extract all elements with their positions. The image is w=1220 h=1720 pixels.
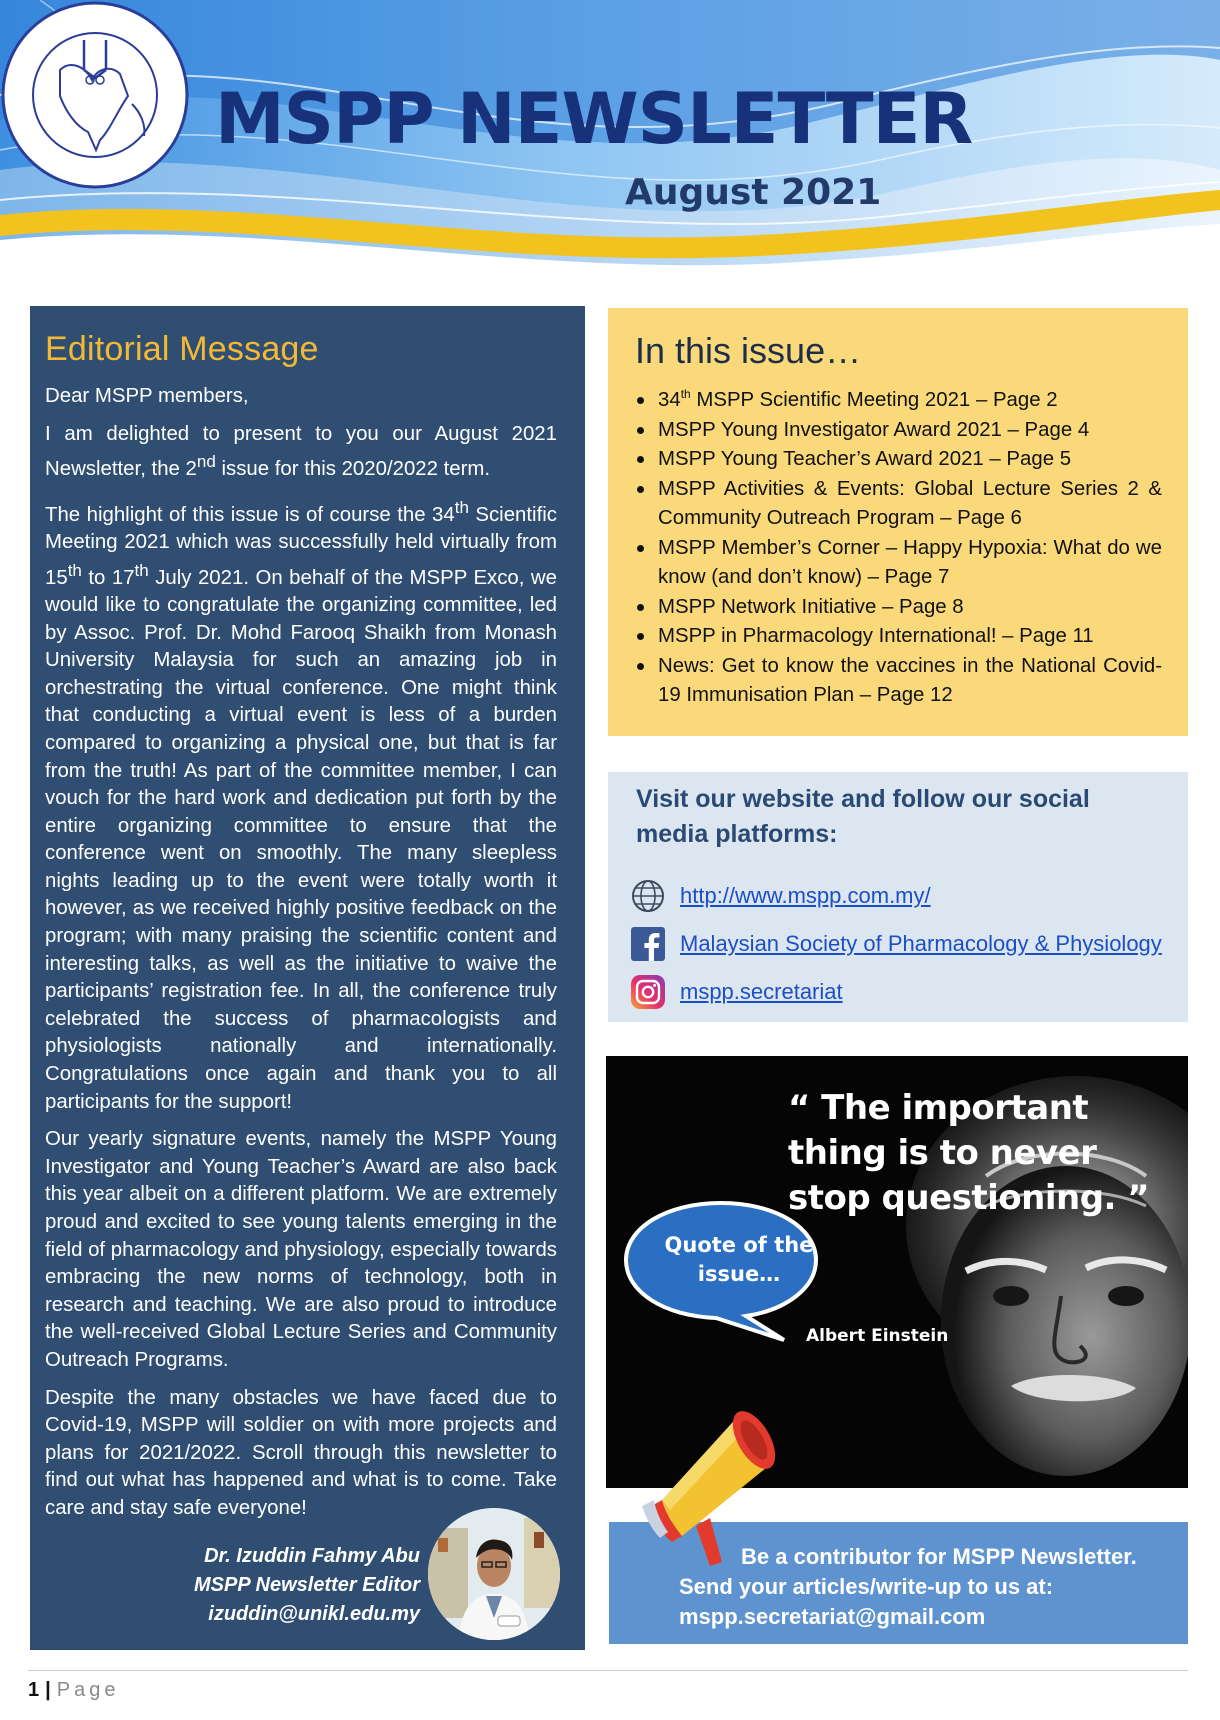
- website-row: [630, 878, 931, 914]
- editorial-paragraph-1: I am delighted to present to you our August 2021 Newsletter, the 2nd issue for this 2020/2022 term.: [45, 422, 557, 480]
- megaphone-icon: [640, 1390, 790, 1580]
- page-label: Page: [56, 1679, 120, 1701]
- editor-name: Dr. Izuddin Fahmy Abu: [204, 1545, 420, 1567]
- instagram-link[interactable]: mspp.secretariat: [680, 979, 843, 1004]
- toc-item: MSPP Member’s Corner – Happy Hypoxia: What do we know (and don’t know) – Page 7: [635, 534, 1162, 593]
- instagram-row: [630, 974, 843, 1010]
- header-banner: [0, 0, 1220, 300]
- page-footer: [28, 1679, 119, 1702]
- toc-heading: In this issue…: [635, 330, 862, 371]
- website-link[interactable]: http://www.mspp.com.my/: [680, 883, 931, 908]
- logo-ring-text: [0, 0, 1, 1]
- mspp-logo: [0, 0, 190, 190]
- editorial-paragraph-4: Despite the many obstacles we have faced due to Covid-19, MSPP will soldier on with more projects and plans for 2021/2022. Scroll through this newsletter to find out what has happened and what is to come. Take care and stay safe everyone!: [45, 1386, 557, 1519]
- newsletter-title: MSPP NEWSLETTER: [215, 78, 973, 160]
- globe-icon: [630, 878, 666, 914]
- toc-item: MSPP Young Investigator Award 2021 – Page 4: [635, 416, 1162, 446]
- editor-role: MSPP Newsletter Editor: [194, 1574, 420, 1596]
- quote-text: “ The important thing is to never stop questioning. ”: [788, 1088, 1150, 1218]
- footer-separator: |: [45, 1679, 51, 1701]
- editor-signature: [194, 1542, 420, 1629]
- footer-divider: [28, 1670, 1188, 1671]
- editorial-heading: Editorial Message: [45, 330, 319, 368]
- social-links-box: [608, 772, 1188, 1022]
- toc-item: MSPP in Pharmacology International! – Page 11: [635, 622, 1162, 652]
- editorial-paragraph-3: Our yearly signature events, namely the MSPP Young Investigator and Young Teacher’s Award are also back this year albeit on a different platform. We are extremely proud and excited to see young talents emerging in the field of pharmacology and physiology, especially towards embracing the new norms of technology, both in research and teaching. We are also proud to introduce the well-received Global Lecture Series and Community Outreach Programs.: [45, 1128, 557, 1371]
- quote-author: Albert Einstein: [806, 1326, 949, 1346]
- quote-bubble-text: Quote of the issue…: [664, 1233, 814, 1286]
- editor-email: izuddin@unikl.edu.my: [208, 1603, 420, 1625]
- contributor-email: mspp.secretariat@gmail.com: [679, 1604, 986, 1629]
- toc-item: MSPP Network Initiative – Page 8: [635, 593, 1162, 623]
- editorial-greeting: Dear MSPP members,: [45, 385, 249, 407]
- toc-item: MSPP Young Teacher’s Award 2021 – Page 5: [635, 445, 1162, 475]
- social-heading: Visit our website and follow our social media platforms:: [636, 785, 1090, 848]
- editor-photo: [428, 1508, 560, 1640]
- in-this-issue-box: [608, 308, 1188, 736]
- facebook-row: [630, 926, 1162, 962]
- editorial-panel: [30, 306, 585, 1650]
- toc-item: MSPP Activities & Events: Global Lecture Series 2 & Community Outreach Program – Page 6: [635, 475, 1162, 534]
- facebook-icon: [630, 926, 666, 962]
- toc-list: [635, 386, 1162, 711]
- contributor-line-1: Be a contributor for MSPP Newsletter.: [741, 1544, 1137, 1569]
- toc-item: News: Get to know the vaccines in the National Covid-19 Immunisation Plan – Page 12: [635, 652, 1162, 711]
- facebook-link[interactable]: Malaysian Society of Pharmacology & Physiology: [680, 931, 1162, 956]
- issue-date: August 2021: [625, 172, 882, 213]
- contributor-line-2: Send your articles/write-up to us at:: [679, 1574, 1054, 1599]
- instagram-icon: [630, 974, 666, 1010]
- page-number: 1: [28, 1679, 40, 1701]
- editorial-paragraph-2: The highlight of this issue is of course the 34th Scientific Meeting 2021 which was successfully held virtually from 15th to 17th July 2021. On behalf of the MSPP Exco, we would like to congratulate the organizing committee, led by Assoc. Prof. Dr. Mohd Farooq Shaikh from Monash University Malaysia for such an amazing job in orchestrating the virtual conference. One might think that conducting a virtual event is less of a burden compared to organizing a physical one, but that is far from the truth! As part of the committee member, I can vouch for the hard work and dedication put forth by the entire organizing committee to ensure that the conference went on smoothly. The many sleepless nights leading up to the event were totally worth it however, as we received highly positive feedback on the program; with many praising the scientific content and interesting talks, as well as the initiative to waive the participants’ registration fee. In all, the conference truly celebrated the success of pharmacologists and physiologists nationally and internationally. Congratulations once again and thank you to all participants for the support!: [45, 497, 557, 1113]
- toc-item: 34th MSPP Scientific Meeting 2021 – Page 2: [635, 386, 1162, 416]
